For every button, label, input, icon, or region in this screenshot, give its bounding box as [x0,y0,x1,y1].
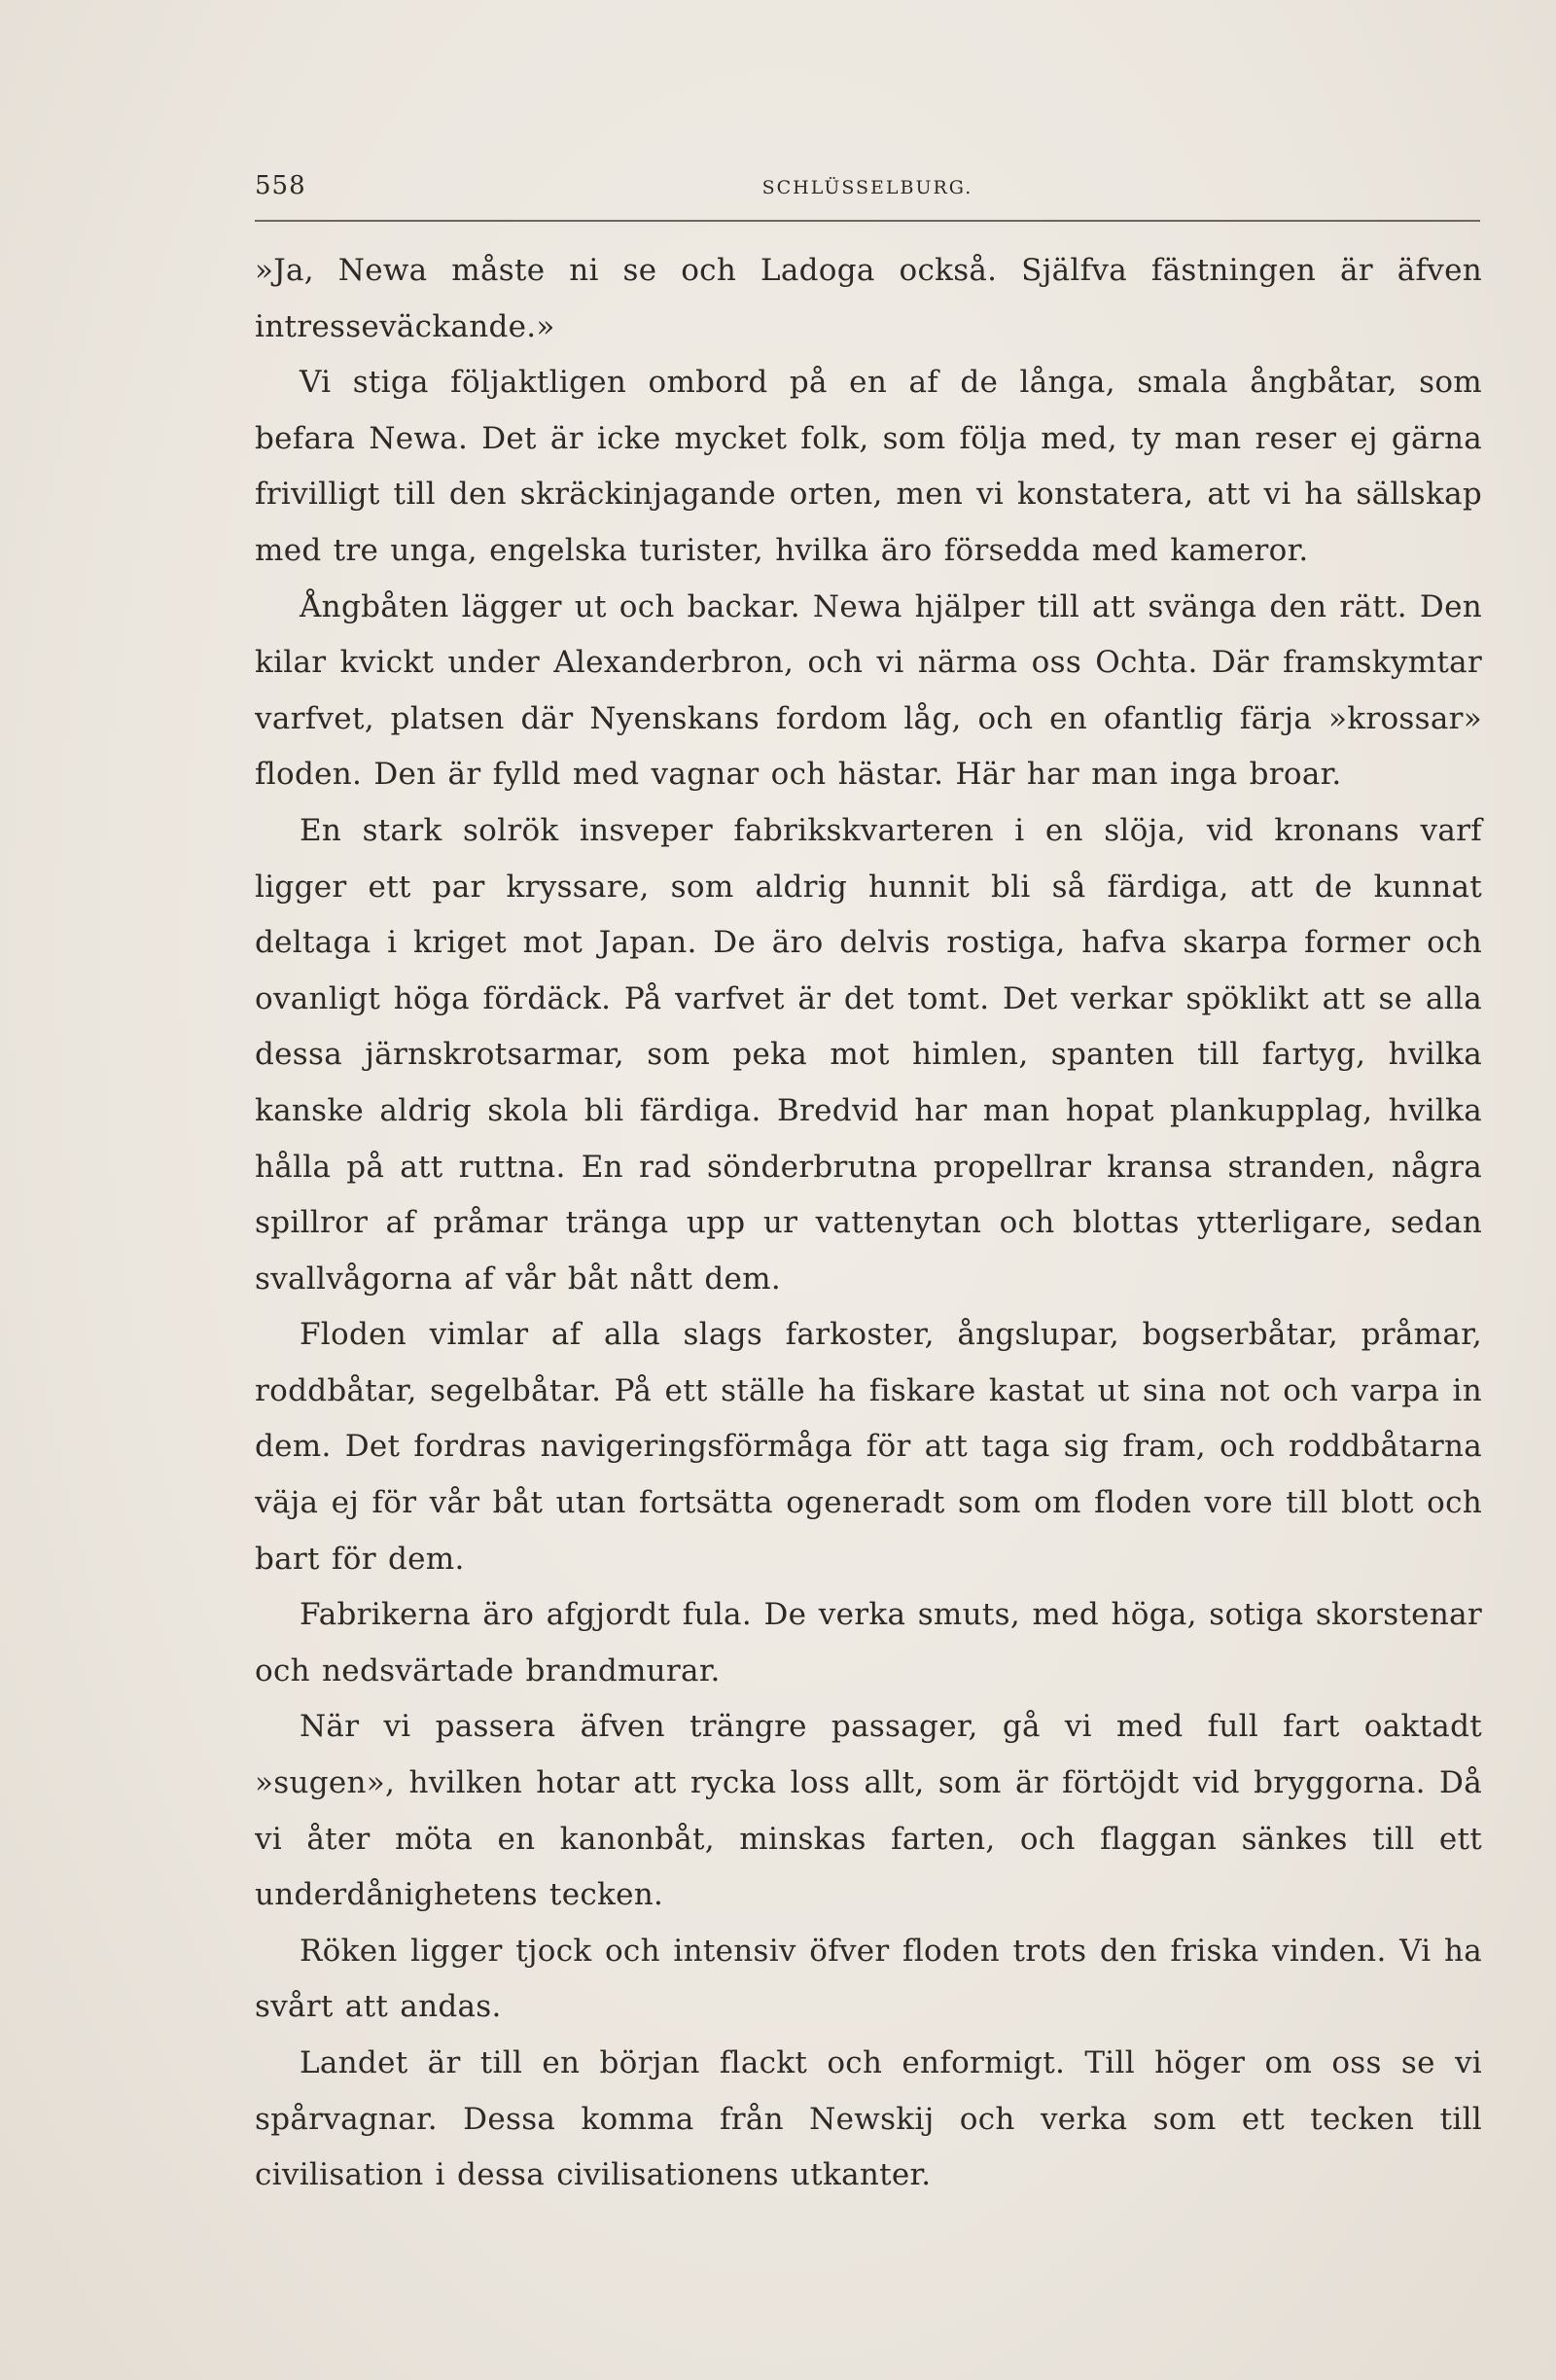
paragraph: »Ja, Newa måste ni se och Ladoga också. Själfva fästningen är äfven intresseväckande.» [255,253,1482,344]
page-number: 558 [255,171,306,200]
paragraph: Ångbåten lägger ut och backar. Newa hjälper till att svänga den rätt. Den kilar kvickt under Alexanderbron, och vi närma oss Ochta. Där framskymtar varfvet, platsen där Nyenskans fordom låg, och en ofantlig färja »krossar» floden. Den är fylld med vagnar och hästar. Här har man inga broar. [255,588,1482,793]
paragraph: När vi passera äfven trängre passager, gå vi med full fart oaktadt »sugen», hvilken hotar att rycka loss allt, som är förtöjdt vid bryggorna. Då vi åter möta en kanonbåt, minskas farten, och flaggan sänkes till ett underdånighetens tecken. [255,1709,1482,1913]
page-header [255,167,1480,206]
paragraph: Landet är till en början flackt och enformigt. Till höger om oss se vi spårvagnar. Dessa komma från Newskij och verka som ett tecken till civilisation i dessa civilisationens utkanter. [255,2045,1482,2193]
header-rule [255,220,1480,222]
paragraph: Floden vimlar af alla slags farkoster, ångslupar, bogserbåtar, pråmar, roddbåtar, segelbåtar. På ett ställe ha fiskare kastat ut sina not och varpa in dem. Det fordras navigeringsförmåga för att taga sig fram, och roddbåtarna väja ej för vår båt utan fortsätta ogeneradt som om floden vore till blott och bart för dem. [255,1317,1482,1577]
body-text [255,243,1482,2204]
paragraph: Röken ligger tjock och intensiv öfver floden trots den friska vinden. Vi ha svårt att andas. [255,1933,1482,2025]
paragraph: Vi stiga följaktligen ombord på en af de långa, smala ångbåtar, som befara Newa. Det är icke mycket folk, som följa med, ty man reser ej gärna frivilligt till den skräckinjagande orten, men vi konstatera, att vi ha sällskap med tre unga, engelska turister, hvilka äro försedda med kameror. [255,365,1482,568]
running-head: SCHLÜSSELBURG. [761,177,973,198]
paragraph: Fabrikerna äro afgjordt fula. De verka smuts, med höga, sotiga skorstenar och nedsvärtade brandmurar. [255,1597,1482,1688]
paragraph: En stark solrök insveper fabrikskvarteren i en slöja, vid kronans varf ligger ett par kryssare, som aldrig hunnit bli så färdiga, att de kunnat deltaga i kriget mot Japan. De äro delvis rostiga, hafva skarpa former och ovanligt höga fördäck. På varfvet är det tomt. Det verkar spöklikt att se alla dessa järnskrotsarmar, som peka mot himlen, spanten till fartyg, hvilka kanske aldrig skola bli färdiga. Bredvid har man hopat plankupplag, hvilka hålla på att ruttna. En rad sönderbrutna propellrar kransa stranden, några spillror af pråmar tränga upp ur vattenytan och blottas ytterligare, sedan svallvågorna af vår båt nått dem. [255,812,1482,1297]
